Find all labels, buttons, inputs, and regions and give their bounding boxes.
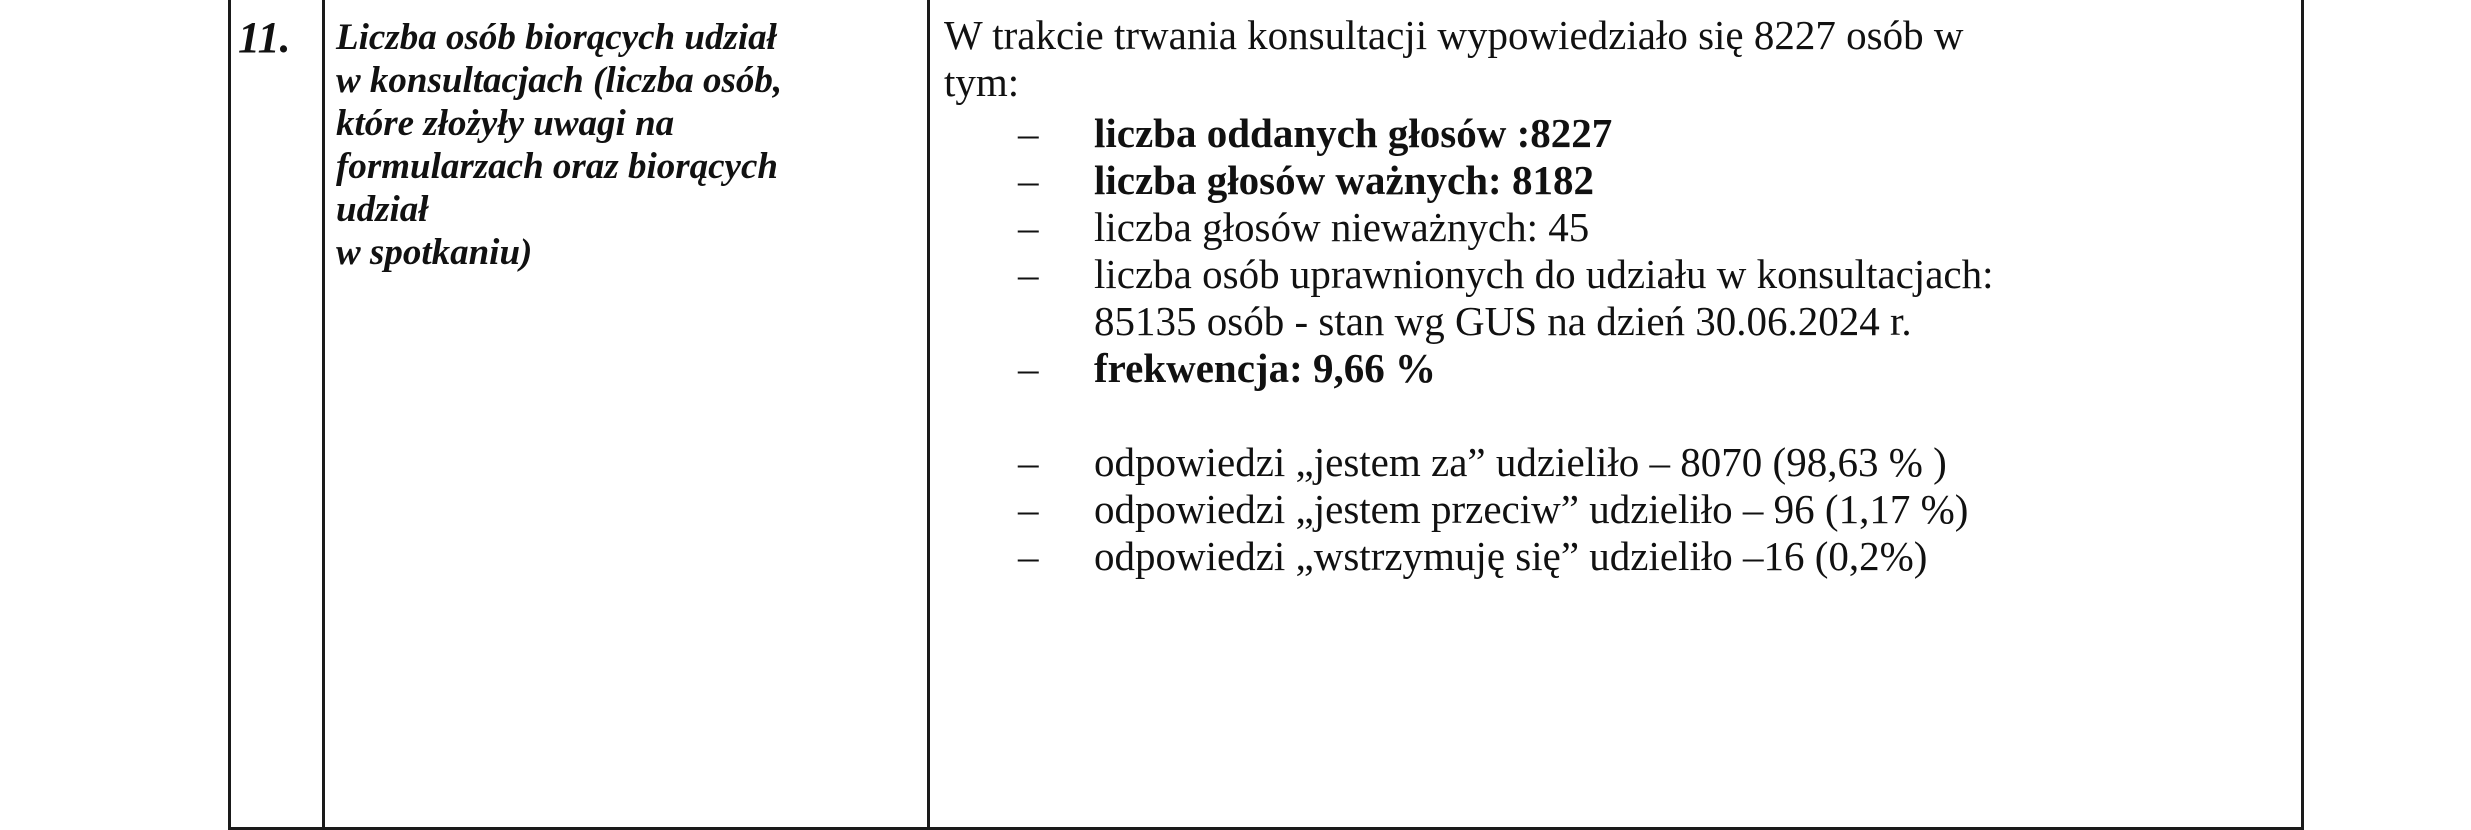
list-item [944,345,2294,392]
row-label-line: w konsultacjach (liczba osób, [336,60,783,101]
answers-list [944,439,2294,580]
stat-invalid-votes: liczba głosów nieważnych: 45 [1094,204,1590,250]
intro-line: tym: [944,59,1020,105]
row-label-line: formularzach oraz biorących [336,146,778,187]
row-label-line: które złożyły uwagi na [336,103,675,144]
stat-valid-votes: liczba głosów ważnych: 8182 [1094,157,1594,203]
table-border-right [2301,0,2304,830]
row-label [336,16,921,274]
stat-votes-cast: liczba oddanych głosów :8227 [1094,110,1613,156]
dash-bullet: – [1018,345,1039,391]
list-item [944,204,2294,251]
list-item [944,533,2294,580]
stat-eligible-persons-continuation: 85135 osób - stan wg GUS na dzień 30.06.2024 r. [1094,298,1912,344]
row-label-line: udział [336,189,429,230]
list-item [944,251,2294,345]
intro-text [944,12,2294,106]
table-border-left [228,0,231,830]
list-item [944,110,2294,157]
intro-line: W trakcie trwania konsultacji wypowiedziało się 8227 osób w [944,12,1964,58]
list-item [944,439,2294,486]
stat-eligible-persons: liczba osób uprawnionych do udziału w konsultacjach: [1094,251,1994,297]
stat-turnout: frekwencja: 9,66 % [1094,345,1436,391]
list-item [944,486,2294,533]
vote-stats-list [944,110,2294,392]
row-number: 11. [238,13,291,62]
list-item [944,157,2294,204]
dash-bullet: – [1018,486,1039,532]
answer-against: odpowiedzi „jestem przeciw” udzieliło – 96 (1,17 %) [1094,486,1969,532]
table-column-divider-1 [322,0,325,830]
answer-abstain: odpowiedzi „wstrzymuję się” udzieliło –16 (0,2%) [1094,533,1928,579]
dash-bullet: – [1018,157,1039,203]
dash-bullet: – [1018,251,1039,297]
dash-bullet: – [1018,439,1039,485]
dash-bullet: – [1018,110,1039,156]
dash-bullet: – [1018,204,1039,250]
row-label-line: Liczba osób biorących udział [336,17,777,58]
table-column-divider-2 [927,0,930,830]
row-content [944,12,2294,580]
row-label-line: w spotkaniu) [336,232,533,273]
dash-bullet: – [1018,533,1039,579]
answer-for: odpowiedzi „jestem za” udzieliło – 8070 (98,63 % ) [1094,439,1947,485]
